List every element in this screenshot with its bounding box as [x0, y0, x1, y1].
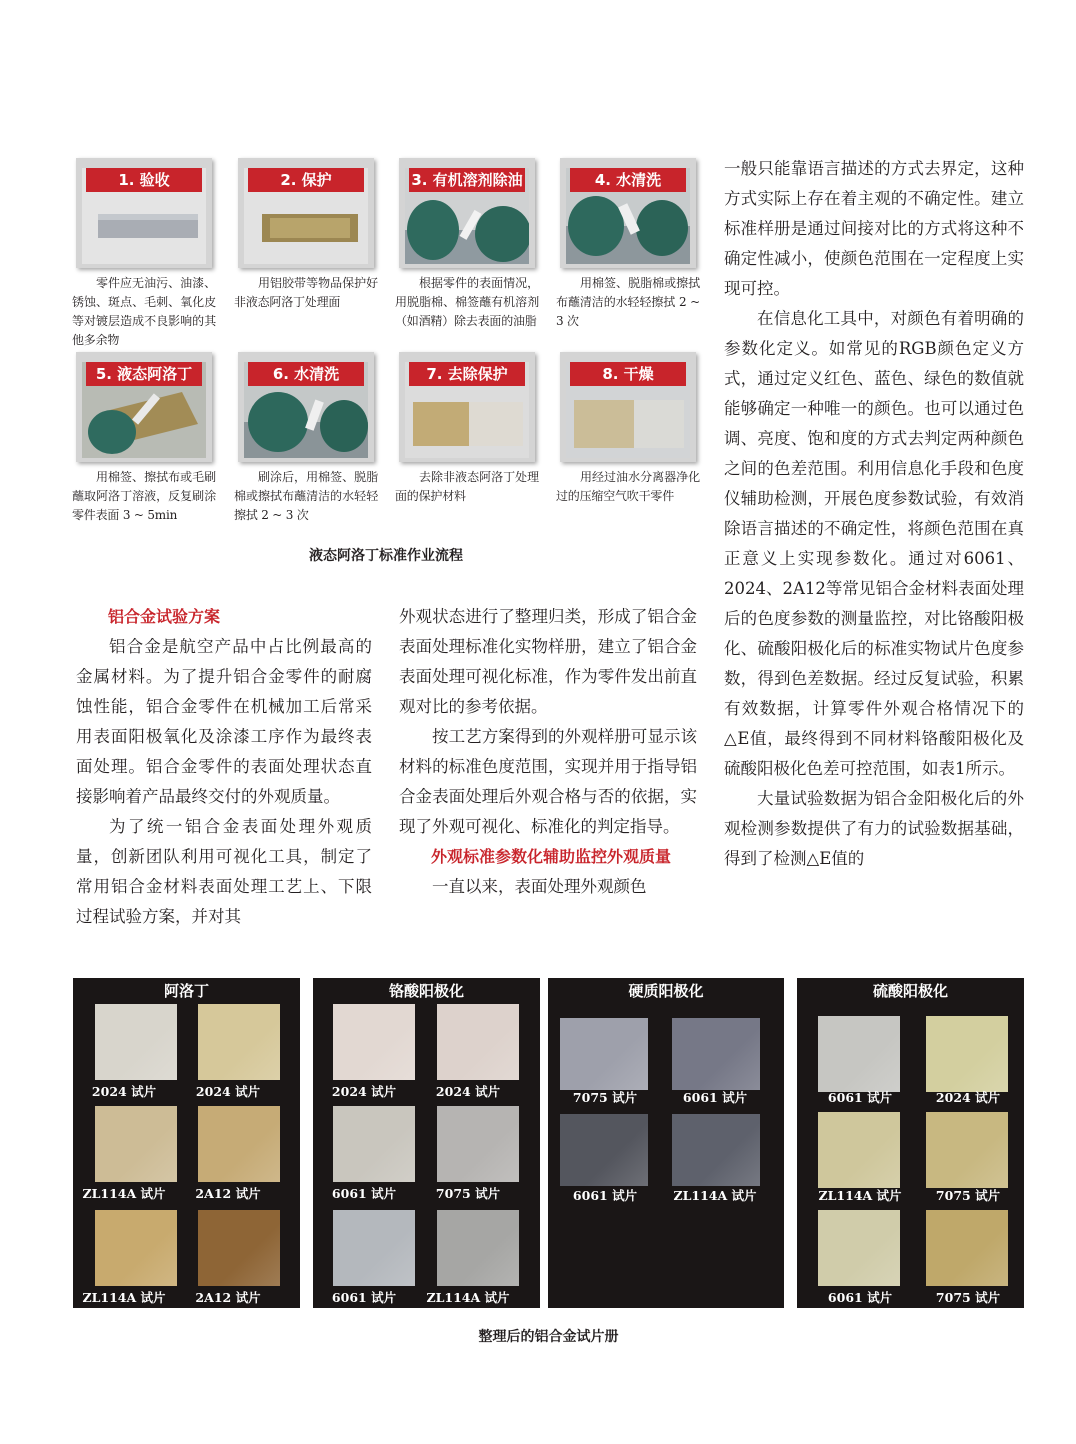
step-4-label: 4. 水清洗	[570, 168, 686, 192]
sample-swatch	[95, 1210, 177, 1286]
col1-paragraph-2: 为了统一铝合金表面处理外观质量，创新团队利用可视化工具，制定了常用铝合金材料表面处理工艺上、下限过程试验方案，并对其	[76, 817, 372, 926]
step-2-label: 2. 保护	[248, 168, 364, 192]
sample-swatch	[926, 1016, 1008, 1092]
sample-panel-hard	[548, 978, 784, 1308]
sample-book-caption: 整理后的铝合金试片册	[478, 1329, 619, 1345]
sample-label: 6061 试片	[331, 1186, 397, 1201]
panel-title: 阿洛丁	[163, 982, 209, 1000]
sample-label: 7075 试片	[935, 1290, 1001, 1305]
sample-swatch	[926, 1210, 1008, 1286]
sample-label: 2024 试片	[195, 1084, 261, 1099]
step-2-desc: 用铝胶带等物品保护好非液态阿洛丁处理面	[234, 276, 378, 309]
step-3-label: 3. 有机溶剂除油	[409, 168, 525, 192]
step-3-desc: 根据零件的表面情况，用脱脂棉、棉签蘸有机溶剂（如酒精）除去表面的油脂	[395, 276, 539, 328]
sample-label: 6061 试片	[827, 1090, 893, 1105]
step-5-label: 5. 液态阿洛丁	[86, 362, 202, 386]
col3-paragraph-1: 一般只能靠语言描述的方式去界定，这种方式实际上存在着主观的不确定性。建立标准样册是通过间接对比的方式将这种不确定性减小，使颜色范围在一定程度上实现可控。	[724, 159, 1024, 298]
sample-swatch	[560, 1018, 648, 1090]
panel-title: 硬质阳极化	[628, 982, 704, 1000]
sample-swatch	[437, 1106, 519, 1182]
sample-swatch	[926, 1112, 1008, 1188]
sample-swatch	[198, 1210, 280, 1286]
article-column-2	[399, 602, 697, 902]
col1-paragraph-1: 铝合金是航空产品中占比例最高的金属材料。为了提升铝合金零件的耐腐蚀性能，铝合金零件在机械加工后常采用表面阳极氧化及涂漆工序作为最终表面处理。铝合金零件的表面处理状态直接影响着产品最终交付的外观质量。	[76, 637, 372, 806]
section-heading-aluminum-test: 铝合金试验方案	[108, 607, 221, 626]
sample-swatch	[437, 1210, 519, 1286]
sample-label: 2024 试片	[331, 1084, 397, 1099]
sample-swatch	[333, 1210, 415, 1286]
sample-label: ZL114A 试片	[426, 1290, 510, 1305]
sample-label: 2024 试片	[91, 1084, 157, 1099]
sample-swatch	[333, 1106, 415, 1182]
sample-panel-chromic	[313, 978, 540, 1308]
article-column-1	[76, 602, 372, 932]
sample-label: 2A12 试片	[195, 1186, 261, 1201]
sample-swatch	[95, 1106, 177, 1182]
sample-swatch	[437, 1004, 519, 1080]
sample-label: ZL114A 试片	[673, 1188, 757, 1203]
sample-label: ZL114A 试片	[82, 1186, 166, 1201]
sample-label: 2A12 试片	[195, 1290, 261, 1305]
sample-label: 2024 试片	[435, 1084, 501, 1099]
sample-label: 6061 试片	[331, 1290, 397, 1305]
sample-label: 6061 试片	[827, 1290, 893, 1305]
col2-paragraph-1: 外观状态进行了整理归类，形成了铝合金表面处理标准化实物样册，建立了铝合金表面处理可视化标准，作为零件发出前直观对比的参考依据。	[399, 607, 697, 716]
step-8-desc: 用经过油水分离器净化过的压缩空气吹干零件	[556, 470, 700, 503]
sample-swatch	[672, 1114, 760, 1186]
col3-paragraph-3: 大量试验数据为铝合金阳极化后的外观检测参数提供了有力的试验数据基础，得到了检测△E值的	[724, 789, 1024, 868]
sample-swatch	[818, 1016, 900, 1092]
sample-panel-alodine	[73, 978, 300, 1308]
step-6-desc: 刷涂后，用棉签、脱脂棉或擦拭布蘸清洁的水轻轻擦拭 2 ~ 3 次	[234, 470, 378, 522]
col2-paragraph-2: 按工艺方案得到的外观样册可显示该材料的标准色度范围，实现并用于指导铝合金表面处理后外观合格与否的依据，实现了外观可视化、标准化的判定指导。	[399, 727, 697, 836]
section-heading-appearance-param: 外观标准参数化辅助监控外观质量	[431, 847, 672, 866]
sample-label: 2024 试片	[935, 1090, 1001, 1105]
sample-swatch	[198, 1106, 280, 1182]
step-7-desc: 去除非液态阿洛丁处理面的保护材料	[395, 470, 539, 503]
sample-swatch	[672, 1018, 760, 1090]
sample-label: 7075 试片	[435, 1186, 501, 1201]
col3-paragraph-2: 在信息化工具中，对颜色有着明确的参数化定义。如常见的RGB颜色定义方式，通过定义红色、蓝色、绿色的数值就能够确定一种唯一的颜色。也可以通过色调、亮度、饱和度的方式去判定两种颜色之间的色差范围。利用信息化手段和色度仪辅助检测，开展色度参数试验，有效消除语言描述的不确定性，将颜色范围在真正意义上实现参数化。通过对6061、2024、2A12等常见铝合金材料表面处理后的色度参数的测量监控，对比铬酸阳极化、硫酸阳极化后的标准实物试片色度参数，得到色差数据。经过反复试验，积累有效数据，计算零件外观合格情况下的△E值，最终得到不同材料铬酸阳极化及硫酸阳极化色差可控范围，如表1所示。	[724, 309, 1024, 778]
panel-title: 硫酸阳极化	[872, 982, 948, 1000]
sample-swatch	[818, 1112, 900, 1188]
sample-label: ZL114A 试片	[818, 1188, 902, 1203]
sample-label: 6061 试片	[682, 1090, 748, 1105]
step-4-desc: 用棉签、脱脂棉或擦拭布蘸清洁的水轻轻擦拭 2 ~ 3 次	[556, 276, 700, 328]
step-5-desc: 用棉签、擦拭布或毛刷蘸取阿洛丁溶液，反复刷涂零件表面 3 ~ 5min	[72, 470, 216, 522]
step-1-label: 1. 验收	[86, 168, 202, 192]
step-8-label: 8. 干燥	[570, 362, 686, 386]
article-column-3	[724, 154, 1024, 874]
sample-swatch	[333, 1004, 415, 1080]
sample-label: 6061 试片	[572, 1188, 638, 1203]
step-6-label: 6. 水清洗	[248, 362, 364, 386]
sample-swatch	[95, 1004, 177, 1080]
step-1-desc: 零件应无油污、油漆、锈蚀、斑点、毛刺、氧化皮等对镀层造成不良影响的其他多余物	[72, 276, 216, 347]
sample-label: ZL114A 试片	[82, 1290, 166, 1305]
sample-panel-sulfuric	[797, 978, 1024, 1308]
sample-label: 7075 试片	[935, 1188, 1001, 1203]
sample-swatch	[198, 1004, 280, 1080]
panel-title: 铬酸阳极化	[388, 982, 464, 1000]
process-caption: 液态阿洛丁标准作业流程	[309, 548, 463, 564]
sample-swatch	[818, 1210, 900, 1286]
sample-label: 7075 试片	[572, 1090, 638, 1105]
col2-paragraph-3: 一直以来，表面处理外观颜色	[432, 877, 647, 896]
sample-swatch	[560, 1114, 648, 1186]
step-7-label: 7. 去除保护	[409, 362, 525, 386]
